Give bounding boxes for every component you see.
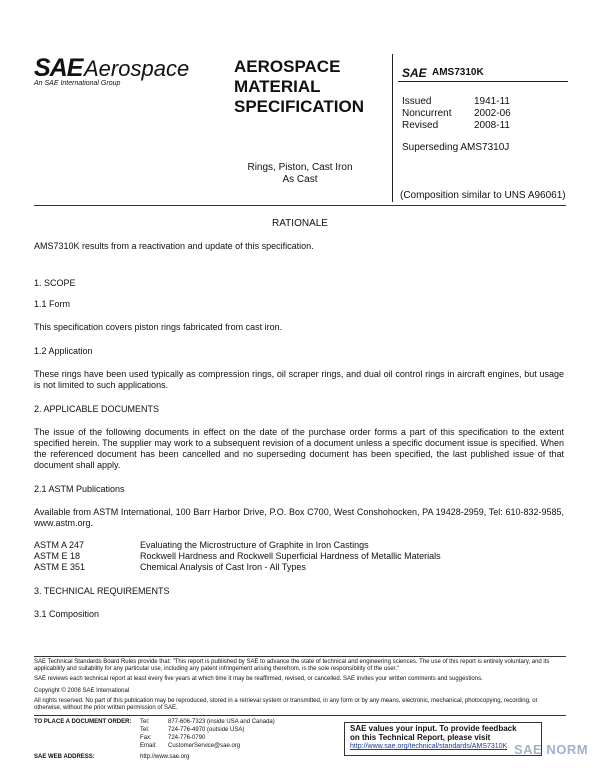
subject-line-2: As Cast	[282, 174, 318, 185]
web-link[interactable]: http://www.sae.org	[140, 754, 190, 760]
section-2-1-text: Available from ASTM International, 100 Barr Harbor Drive, P.O. Box C700, West Conshohocken, PA 19428-2959, Tel: 610-832-9585, www.astm.org.	[34, 507, 564, 528]
ref-title: Chemical Analysis of Cast Iron - All Types	[140, 562, 306, 572]
rationale-text: AMS7310K results from a reactivation and update of this specification.	[34, 241, 314, 251]
section-1-2-heading: 1.2 Application	[34, 346, 93, 356]
contact-value: 724-776-0790	[168, 735, 206, 741]
title-line-2: MATERIAL	[234, 77, 321, 96]
superseding: Superseding AMS7310J	[402, 142, 510, 153]
section-1-2-text: These rings have been used typically as compression rings, oil scraper rings, and dual oil control rings in aircraft engines, but usage is not limited to such applications.	[34, 369, 564, 390]
subject-line-1: Rings, Piston, Cast Iron	[247, 162, 353, 173]
section-2-heading: 2. APPLICABLE DOCUMENTS	[34, 404, 160, 414]
feedback-line-1: SAE values your input. To provide feedback	[350, 724, 517, 733]
sae-logo: SAE	[34, 54, 83, 82]
contact-label: Email:	[140, 743, 157, 749]
web-label: SAE WEB ADDRESS:	[34, 754, 95, 760]
contact-label: Tel:	[140, 727, 150, 733]
revised-label: Revised	[402, 120, 439, 131]
subject-rule	[34, 205, 566, 206]
composition-note: (Composition similar to UNS A96061)	[400, 190, 566, 201]
section-3-1-heading: 3.1 Composition	[34, 609, 100, 619]
footer-rights-text: All rights reserved. No part of this publication may be reproduced, stored in a retrieval system or transmitted, in any form or by any means, electronic, mechanical, photocopying, recording, or otherwise, without the prior written permission of SAE.	[34, 698, 538, 711]
title-line-3: SPECIFICATION	[234, 97, 365, 116]
section-3-heading: 3. TECHNICAL REQUIREMENTS	[34, 586, 170, 596]
feedback-line-2: on this Technical Report, please visit	[350, 733, 491, 742]
footer-copyright: Copyright © 2008 SAE International	[34, 688, 130, 694]
doc-number: AMS7310K	[432, 67, 484, 78]
contact-value: 724-776-4970 (outside USA)	[168, 727, 245, 733]
feedback-link[interactable]: http://www.sae.org/technical/standards/AMS7310K	[350, 743, 508, 750]
ref-title: Rockwell Hardness and Rockwell Superficial Hardness of Metallic Materials	[140, 551, 441, 561]
doc-sae-mark: SAE	[402, 66, 427, 80]
contact-value: 877-606-7323 (inside USA and Canada)	[168, 719, 275, 725]
footer-rules-text: SAE Technical Standards Board Rules provide that: "This report is published by SAE to advance the state of technical and engineering sciences. The use of this report is entirely voluntary, and its applicability and suitability for any particular use, including any patent infringement arising therefrom, is the sole responsibility of the user."	[34, 659, 550, 672]
rationale-heading: RATIONALE	[272, 218, 328, 229]
issued-label: Issued	[402, 96, 432, 107]
section-1-1-heading: 1.1 Form	[34, 299, 71, 309]
section-2-1-heading: 2.1 ASTM Publications	[34, 484, 125, 494]
email-link[interactable]: CustomerService@sae.org	[168, 743, 241, 749]
feedback-text	[350, 724, 517, 742]
section-2-text: The issue of the following documents in effect on the date of the purchase order forms a part of this specification to the extent specified herein. The supplier may work to a subsequent revision of a document unless a specific document issue is specified. When the referenced document has been cancelled and no superseding document has been specified, the last published issue of that document shall apply.	[34, 427, 564, 470]
noncurrent-value: 2002-06	[474, 108, 511, 119]
footer-divider	[34, 715, 566, 716]
logo-tagline: An SAE International Group	[34, 80, 121, 87]
section-1-1-text: This specification covers piston rings fabricated from cast iron.	[34, 322, 283, 332]
issued-value: 1941-11	[474, 96, 510, 107]
contact-label: Tel:	[140, 719, 150, 725]
noncurrent-label: Noncurrent	[402, 108, 452, 119]
ref-title: Evaluating the Microstructure of Graphite in Iron Castings	[140, 540, 369, 550]
section-1-heading: 1. SCOPE	[34, 278, 76, 288]
order-label: TO PLACE A DOCUMENT ORDER:	[34, 719, 132, 725]
contact-label: Fax:	[140, 735, 152, 741]
ref-code: ASTM A 247	[34, 540, 85, 550]
doc-number-rule	[398, 81, 568, 82]
footer-divider	[34, 656, 566, 657]
footer-review-text: SAE reviews each technical report at least every five years at which time it may be reaffirmed, revised, or cancelled. SAE invites your written comments and suggestions.	[34, 676, 483, 682]
revised-value: 2008-11	[474, 120, 510, 131]
ref-code: ASTM E 18	[34, 551, 81, 561]
title-line-1: AEROSPACE	[234, 57, 341, 76]
aerospace-logo-text: Aerospace	[84, 56, 190, 81]
ref-code: ASTM E 351	[34, 562, 86, 572]
watermark: SAE NORM	[514, 742, 589, 757]
